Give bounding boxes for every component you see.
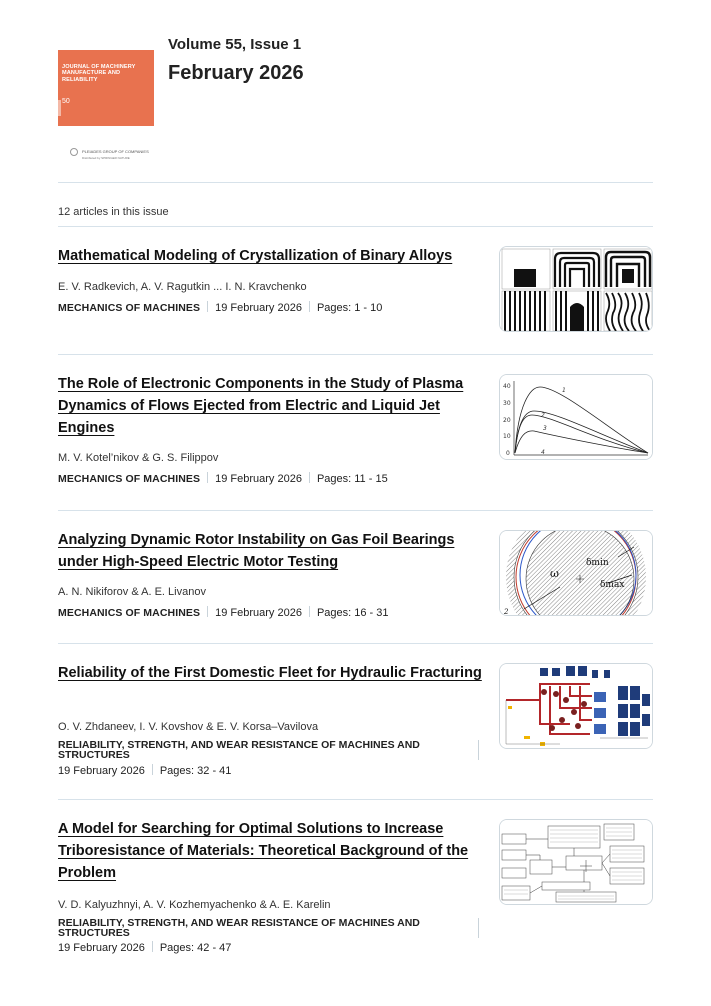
cover-number: 50 xyxy=(62,98,70,105)
divider xyxy=(58,510,653,511)
crystallization-figure xyxy=(500,247,653,332)
article-meta xyxy=(58,764,231,777)
divider xyxy=(58,799,653,800)
article-thumbnail[interactable] xyxy=(499,374,653,460)
article-title-link[interactable]: Mathematical Modeling of Crystallization of Binary Alloys xyxy=(58,248,453,264)
article-pages: Pages: 42 - 47 xyxy=(159,942,232,954)
article-title-link[interactable]: The Role of Electronic Components in the Study of Plasma Dynamics of Flows Ejected from Electric and Liquid Jet Engines xyxy=(58,376,464,436)
triboresistance-flowchart xyxy=(500,820,653,905)
article-pages: Pages: 1 - 10 xyxy=(316,302,383,314)
article-date: 19 February 2026 xyxy=(215,473,302,485)
divider xyxy=(58,182,653,183)
article-title-link[interactable]: Analyzing Dynamic Rotor Instability on Gas Foil Bearings under High-Speed Electric Motor Testing xyxy=(58,532,455,570)
article-item xyxy=(58,529,653,629)
article-section[interactable]: RELIABILITY, STRENGTH, AND WEAR RESISTANCE OF MACHINES AND STRUCTURES xyxy=(58,739,420,761)
article-authors: M. V. Kotel’nikov & G. S. Filippov xyxy=(58,452,219,464)
curve-label: 4 xyxy=(541,449,545,456)
article-section[interactable]: MECHANICS OF MACHINES xyxy=(58,473,201,485)
article-meta xyxy=(58,472,388,485)
issue-date: February 2026 xyxy=(168,62,304,84)
curve-label: 1 xyxy=(562,387,566,394)
article-date: 19 February 2026 xyxy=(215,607,302,619)
divider xyxy=(58,354,653,355)
cover-title: JOURNAL OF MACHINERY MANUFACTURE AND RELIABILITY xyxy=(62,64,136,83)
issue-volume: Volume 55, Issue 1 xyxy=(168,36,302,53)
article-meta xyxy=(58,941,231,954)
cover-stripe xyxy=(58,100,61,116)
divider xyxy=(58,226,653,227)
meta-separator xyxy=(152,764,153,775)
publisher-distributor: Distributed by SPRINGER NATURE xyxy=(82,156,130,160)
curve-label: 2 xyxy=(541,412,545,419)
plasma-curves-figure xyxy=(500,375,653,460)
meta-separator xyxy=(478,918,479,938)
meta-separator xyxy=(309,472,310,483)
meta-separator xyxy=(309,606,310,617)
article-authors: V. D. Kalyuzhnyi, A. V. Kozhemyachenko & A. E. Karelin xyxy=(58,899,331,911)
delta-max-label: δmax xyxy=(600,580,625,590)
y-tick-label: 0 xyxy=(506,450,510,457)
article-item xyxy=(58,245,653,340)
article-pages: Pages: 32 - 41 xyxy=(159,765,232,777)
article-thumbnail[interactable] xyxy=(499,530,653,616)
article-section[interactable]: MECHANICS OF MACHINES xyxy=(58,302,201,314)
article-thumbnail[interactable] xyxy=(499,819,653,905)
issue-header xyxy=(58,36,653,166)
part-number-label: 2 xyxy=(504,608,509,616)
y-tick-label: 10 xyxy=(503,433,511,440)
article-item xyxy=(58,373,653,493)
journal-cover[interactable] xyxy=(58,44,154,172)
article-authors: E. V. Radkevich, A. V. Ragutkin ... I. N. Kravchenko xyxy=(58,281,307,293)
divider xyxy=(58,643,653,644)
article-title-link[interactable]: Reliability of the First Domestic Fleet for Hydraulic Fracturing xyxy=(58,665,482,681)
article-item xyxy=(58,818,653,958)
article-date: 19 February 2026 xyxy=(58,765,145,777)
meta-separator xyxy=(207,301,208,312)
hydraulic-fleet-diagram xyxy=(500,664,653,749)
article-authors: A. N. Nikiforov & A. E. Livanov xyxy=(58,586,206,598)
curve-label: 3 xyxy=(543,425,547,432)
meta-separator xyxy=(152,941,153,952)
article-pages: Pages: 11 - 15 xyxy=(316,473,388,485)
rotor-bearing-figure xyxy=(500,531,653,616)
article-date: 19 February 2026 xyxy=(58,942,145,954)
omega-label: ω xyxy=(550,567,559,580)
publisher-name: PLEIADES GROUP OF COMPANIES xyxy=(82,149,149,154)
article-meta xyxy=(58,606,389,619)
delta-min-label: δmin xyxy=(586,558,609,568)
meta-separator xyxy=(478,740,479,760)
article-title-link[interactable]: A Model for Searching for Optimal Solutions to Increase Triboresistance of Materials: Theoretical Background of the Problem xyxy=(58,821,469,881)
y-tick-label: 40 xyxy=(503,383,511,390)
meta-separator xyxy=(207,472,208,483)
article-date: 19 February 2026 xyxy=(215,302,302,314)
article-section[interactable]: MECHANICS OF MACHINES xyxy=(58,607,201,619)
article-pages: Pages: 16 - 31 xyxy=(316,607,389,619)
article-count: 12 articles in this issue xyxy=(58,206,169,218)
meta-separator xyxy=(309,301,310,312)
article-authors: O. V. Zhdaneev, I. V. Kovshov & E. V. Korsa–Vavilova xyxy=(58,721,319,733)
article-thumbnail[interactable] xyxy=(499,246,653,332)
article-section[interactable]: RELIABILITY, STRENGTH, AND WEAR RESISTANCE OF MACHINES AND STRUCTURES xyxy=(58,917,420,939)
publisher-logo xyxy=(70,148,150,160)
article-item xyxy=(58,662,653,782)
y-tick-label: 20 xyxy=(503,417,511,424)
y-tick-label: 30 xyxy=(503,400,511,407)
article-thumbnail[interactable] xyxy=(499,663,653,749)
cover-art xyxy=(58,50,154,126)
article-meta xyxy=(58,301,382,314)
publisher-logo-icon xyxy=(70,148,78,156)
meta-separator xyxy=(207,606,208,617)
